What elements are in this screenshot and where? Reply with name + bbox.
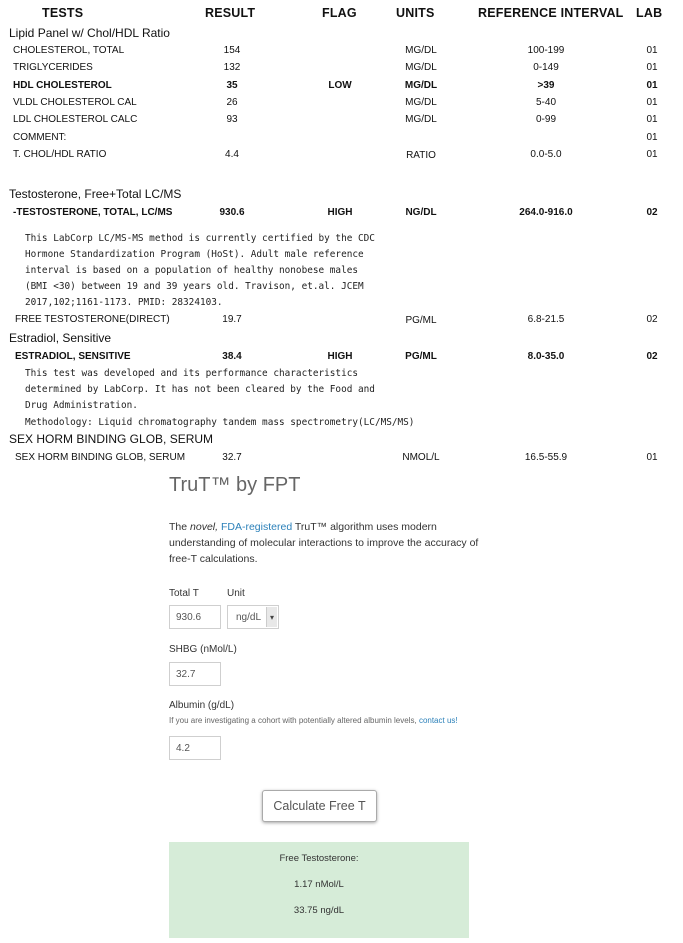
trut-title: TruT™ by FPT [169, 474, 301, 496]
testosterone-total-flag: HIGH [327, 207, 353, 218]
header-flag: FLAG [322, 6, 357, 20]
lipid-result: 132 [223, 62, 241, 73]
lipid-result: 26 [226, 97, 238, 108]
testosterone-total-name: -TESTOSTERONE, TOTAL, LC/MS [13, 207, 173, 218]
lipid-test-name: VLDL CHOLESTEROL CAL [13, 97, 137, 108]
testosterone-total-result: 930.6 [219, 207, 245, 218]
albumin-input[interactable]: 4.2 [169, 736, 221, 760]
lipid-result: 4.4 [225, 149, 239, 160]
shbg-result: 32.7 [222, 452, 242, 463]
lipid-units: MG/DL [405, 97, 437, 108]
estradiol-reference: 8.0-35.0 [527, 351, 565, 362]
total-t-label: Total T [169, 588, 199, 599]
free-t-result-nmol: 1.17 nMol/L [294, 879, 344, 890]
shbg-name: SEX HORM BINDING GLOB, SERUM [15, 452, 186, 463]
lipid-reference: >39 [537, 80, 555, 91]
trut-desc-post: TruT™ algorithm uses modern understanding of molecular interactions to improve the accuracy of free-T calculations. [169, 521, 479, 565]
free-t-result-ng: 33.75 ng/dL [293, 905, 345, 916]
lipid-result: 154 [223, 45, 241, 56]
estradiol-lab: 02 [646, 351, 658, 362]
contact-us-link[interactable]: contact us! [418, 716, 458, 725]
testosterone-note-line: (BMI <30) between 19 and 39 years old. Travison, et.al. JCEM [25, 281, 364, 292]
estradiol-note-line: This test was developed and its performance characteristics [25, 368, 359, 379]
free-testosterone-lab: 02 [646, 314, 658, 325]
lipid-test-name: T. CHOL/HDL RATIO [13, 149, 107, 160]
trut-description [169, 519, 479, 567]
lipid-test-name: HDL CHOLESTEROL [13, 80, 112, 91]
lipid-reference: 0-149 [533, 62, 559, 73]
estradiol-section-title: Estradiol, Sensitive [9, 331, 112, 345]
testosterone-note-line: This LabCorp LC/MS-MS method is currently certified by the CDC [25, 233, 375, 244]
lipid-test-name: LDL CHOLESTEROL CALC [13, 114, 138, 125]
lipid-units: MG/DL [405, 114, 437, 125]
lipid-units: RATIO [406, 150, 436, 161]
lipid-lab: 01 [646, 97, 658, 108]
shbg-label: SHBG (nMol/L) [169, 644, 237, 655]
lipid-lab: 01 [646, 45, 658, 56]
albumin-hint [169, 716, 458, 725]
lipid-test-name: TRIGLYCERIDES [13, 62, 93, 73]
albumin-hint-text: If you are investigating a cohort with potentially altered albumin levels, [169, 716, 417, 725]
unit-select-value: ng/dL [236, 611, 262, 623]
estradiol-note-line: Drug Administration. [25, 400, 138, 411]
free-testosterone-units: PG/ML [405, 315, 437, 326]
free-testosterone-result: 19.7 [222, 314, 242, 325]
testosterone-total-units: NG/DL [405, 207, 437, 218]
trut-desc-novel: novel, [190, 521, 219, 533]
lipid-reference: 0.0-5.0 [530, 149, 562, 160]
estradiol-name: ESTRADIOL, SENSITIVE [15, 351, 131, 362]
lipid-lab: 01 [646, 80, 658, 91]
shbg-lab: 01 [646, 452, 658, 463]
lipid-section-title: Lipid Panel w/ Chol/HDL Ratio [9, 26, 170, 40]
lipid-reference: 100-199 [527, 45, 565, 56]
testosterone-note-line: Hormone Standardization Program (HoSt). Adult male reference [25, 249, 364, 260]
header-result: RESULT [205, 6, 256, 20]
shbg-units: NMOL/L [402, 452, 440, 463]
shbg-section-title: SEX HORM BINDING GLOB, SERUM [9, 432, 214, 446]
chevron-down-icon: ▾ [266, 607, 277, 627]
lipid-test-name: COMMENT: [13, 132, 67, 143]
estradiol-result: 38.4 [222, 351, 242, 362]
lipid-units: MG/DL [404, 80, 438, 91]
estradiol-note-line: Methodology: Liquid chromatography tandem mass spectrometry(LC/MS/MS) [25, 417, 415, 428]
lipid-lab: 01 [646, 114, 658, 125]
lipid-lab: 01 [646, 62, 658, 73]
shbg-reference: 16.5-55.9 [524, 452, 568, 463]
unit-label: Unit [227, 588, 245, 599]
testosterone-section-title: Testosterone, Free+Total LC/MS [9, 187, 182, 201]
testosterone-total-lab: 02 [646, 207, 658, 218]
lipid-reference: 5-40 [535, 97, 557, 108]
lipid-lab: 01 [646, 132, 658, 143]
header-reference: REFERENCE INTERVAL [478, 6, 624, 20]
estradiol-units: PG/ML [405, 351, 437, 362]
trut-desc-pre: The [169, 521, 191, 533]
calculate-free-t-button[interactable]: Calculate Free T [262, 790, 377, 822]
lipid-reference: 0-99 [535, 114, 557, 125]
estradiol-flag: HIGH [327, 351, 353, 362]
total-t-input[interactable]: 930.6 [169, 605, 221, 629]
free-testosterone-name: FREE TESTOSTERONE(DIRECT) [15, 314, 170, 325]
free-t-result-title: Free Testosterone: [279, 853, 359, 864]
estradiol-note-line: determined by LabCorp. It has not been cleared by the Food and [25, 384, 375, 395]
testosterone-total-reference: 264.0-916.0 [519, 207, 573, 218]
lipid-units: MG/DL [405, 62, 437, 73]
testosterone-note-line: interval is based on a population of healthy nonobese males [25, 265, 359, 276]
unit-select[interactable] [227, 605, 279, 629]
lipid-result: 35 [226, 80, 238, 91]
fda-registered-link[interactable]: FDA-registered [220, 521, 293, 533]
testosterone-note-line: 2017,102;1161-1173. PMID: 28324103. [25, 297, 223, 308]
lipid-units: MG/DL [405, 45, 437, 56]
shbg-input[interactable]: 32.7 [169, 662, 221, 686]
header-lab: LAB [636, 6, 663, 20]
lipid-result: 93 [226, 114, 238, 125]
albumin-label: Albumin (g/dL) [169, 700, 235, 711]
header-tests: TESTS [42, 6, 84, 20]
lipid-lab: 01 [646, 149, 658, 160]
free-t-result-panel [169, 842, 469, 938]
lipid-test-name: CHOLESTEROL, TOTAL [13, 45, 125, 56]
header-units: UNITS [396, 6, 435, 20]
free-testosterone-reference: 6.8-21.5 [527, 314, 565, 325]
lipid-flag: LOW [328, 80, 352, 91]
